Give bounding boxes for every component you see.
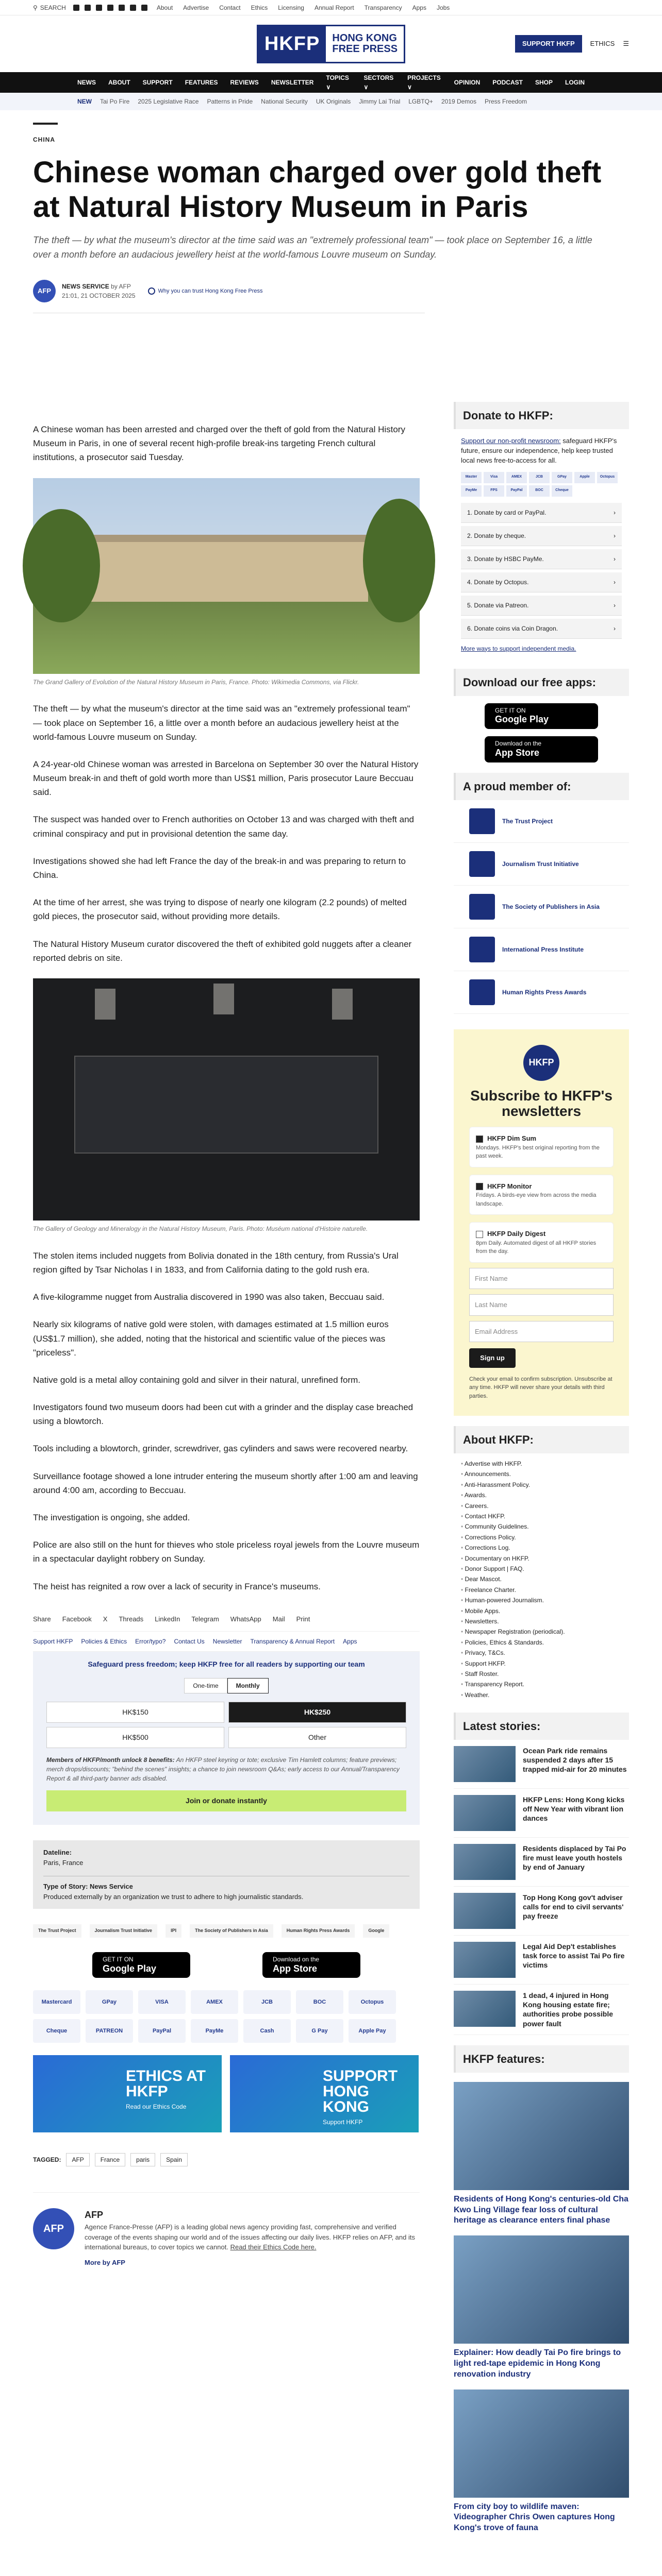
pay-logo: Master: [461, 472, 482, 483]
paragraph: Police are also still on the hunt for thieves who stole priceless royal jewels from the Louvre museum in a spectacular daylight robbery on Sunday.: [33, 1540, 420, 1564]
feature-story[interactable]: Residents of Hong Kong's centuries-old Cha Kwo Ling Village fear loss of cultural heritage as clearance enters final phase: [454, 2082, 629, 2226]
feature-image: [454, 2082, 629, 2190]
top-links: [157, 3, 450, 12]
share-label: Share: [33, 1615, 51, 1623]
badge[interactable]: Journalism Trust Initiative: [90, 1924, 158, 1938]
sidebar-pay-logos: [461, 472, 622, 497]
nav-item[interactable]: SUPPORT: [142, 79, 173, 86]
about-link[interactable]: • Documentary on HKFP.: [461, 1553, 622, 1564]
link-apps[interactable]: Apps: [343, 1638, 357, 1646]
sidebar: [454, 402, 629, 2534]
paragraph: The suspect was handed over to French authorities on October 13 and was charged with theft and criminal conspiracy and put in provisional detention the same day.: [33, 815, 414, 839]
author-box-name[interactable]: AFP: [85, 2210, 103, 2221]
more-ways-link[interactable]: More ways to support independent media.: [461, 645, 576, 652]
pay-logo: FPS: [484, 485, 504, 497]
youtube-icon[interactable]: [119, 5, 125, 11]
about-link[interactable]: • Advertise with HKFP.: [461, 1459, 622, 1469]
search-icon: ⚲: [33, 4, 38, 11]
share-print[interactable]: Print: [296, 1615, 310, 1623]
about-link[interactable]: • Support HKFP.: [461, 1658, 622, 1669]
badge[interactable]: Google: [363, 1924, 389, 1938]
paragraph: Tools including a blowtorch, grinder, screwdriver, gas cylinders and saws were recovered nearby.: [33, 1444, 408, 1454]
trending-bar: [0, 93, 662, 110]
feature-image: [454, 2235, 629, 2344]
paragraph: A Chinese woman has been arrested and charged over the theft of gold from the Natural History Museum in Paris, in one of several recent high-profile break-ins targeting French cultural institutions, a prosecutor said Tuesday.: [33, 425, 405, 463]
story-thumbnail: [454, 1746, 516, 1782]
apps-title: Download our free apps:: [454, 669, 629, 696]
about-links: [454, 1453, 629, 1705]
telegram-icon[interactable]: [141, 5, 147, 11]
promo-banners: [33, 2055, 420, 2132]
paragraph: Investigations showed she had left France the day of the break-in and was preparing to return to China.: [33, 856, 406, 880]
donate-method[interactable]: 3. Donate by HSBC PayMe. ›: [461, 549, 622, 569]
article-links: [33, 1632, 420, 1652]
top-link[interactable]: Contact: [219, 4, 241, 11]
top-link[interactable]: About: [156, 4, 173, 11]
pay-logo: PayPal: [506, 485, 527, 497]
member-org[interactable]: Journalism Trust Initiative: [454, 843, 629, 886]
latest-story[interactable]: Top Hong Kong gov't adviser calls for end to civil servants' pay freeze: [454, 1887, 629, 1936]
chevron-right-icon: ›: [614, 555, 616, 563]
x-icon[interactable]: [85, 5, 91, 11]
share-whatsapp[interactable]: WhatsApp: [230, 1615, 261, 1623]
chevron-right-icon: ›: [614, 624, 616, 632]
support-newsroom-link[interactable]: Support our non-profit newsroom:: [461, 437, 561, 445]
pay-logo: PayMe: [461, 485, 482, 497]
story-type-value: Produced externally by an organization we trust to adhere to high journalistic standards.: [43, 1892, 304, 1901]
about-link[interactable]: • Mobile Apps.: [461, 1606, 622, 1616]
article-body: [33, 422, 420, 2267]
about-link[interactable]: • Anti-Harassment Policy.: [461, 1480, 622, 1490]
feature-story[interactable]: Explainer: How deadly Tai Po fire brings to light red-tape epidemic in Hong Kong renovation industry: [454, 2235, 629, 2380]
join-button[interactable]: Join or donate instantly: [46, 1790, 406, 1811]
ceiling-light: [95, 989, 115, 1020]
pay-logo: BOC: [529, 485, 550, 497]
story-thumbnail: [454, 1844, 516, 1880]
one-time-tab[interactable]: One-time: [184, 1678, 227, 1693]
about-link[interactable]: • Donor Support | FAQ.: [461, 1564, 622, 1574]
author-avatar[interactable]: AFP: [33, 280, 56, 302]
link-support[interactable]: Support HKFP: [33, 1638, 73, 1646]
nav-item[interactable]: NEWS: [77, 79, 96, 86]
trending-item[interactable]: Patterns in Pride: [207, 98, 253, 105]
signup-note: Check your email to confirm subscription. Unsubscribe at any time. HKFP will never share your details with third parties.: [469, 1376, 613, 1399]
member-badges: [33, 1924, 420, 1938]
about-link[interactable]: • Corrections Log.: [461, 1543, 622, 1553]
museum-building: [79, 535, 368, 602]
paragraph: The heist has reignited a row over a lack of security in France's museums.: [33, 1581, 321, 1591]
nav-item[interactable]: ABOUT: [108, 79, 130, 86]
donate-method[interactable]: 4. Donate by Octopus. ›: [461, 572, 622, 592]
about-link[interactable]: • Transparency Report.: [461, 1679, 622, 1689]
member-benefits: Members of HKFP/month unlock 8 benefits: An HKFP steel keyring or tote; exclusive Tim Hamlett columns; feature previews; merch drops/discounts; "behind the scenes" insights; a chance to join newsroom Q&As; early access to our Annual/Transparency Report & all third-party banner ads disabled.: [46, 1756, 400, 1783]
nav-item[interactable]: PROJECTS ∨: [407, 74, 441, 91]
ethics-link[interactable]: ETHICS: [590, 40, 615, 47]
newsletter-option[interactable]: HKFP Daily Digest 8pm Daily. Automated digest of all HKFP stories from the day.: [469, 1222, 614, 1263]
newsletter-logo: HKFP: [523, 1045, 559, 1081]
search-button[interactable]: ⚲ SEARCH: [33, 4, 66, 11]
top-link[interactable]: Advertise: [183, 4, 209, 11]
latest-story[interactable]: Ocean Park ride remains suspended 2 days after 15 trapped mid-air for 20 minutes: [454, 1740, 629, 1789]
jti-logo: [469, 851, 495, 877]
tree: [363, 499, 435, 622]
about-link[interactable]: • Staff Roster.: [461, 1669, 622, 1679]
payment-methods: [33, 1990, 420, 2043]
chevron-right-icon: ›: [614, 532, 616, 539]
nav-item[interactable]: SECTORS ∨: [363, 74, 394, 91]
main-nav: [0, 72, 662, 93]
badge[interactable]: The Society of Publishers in Asia: [190, 1924, 273, 1938]
sopa-logo: [469, 894, 495, 920]
payment-paypal[interactable]: PayPal: [138, 2019, 186, 2043]
link-transparency[interactable]: Transparency & Annual Report: [250, 1638, 335, 1646]
nav-item[interactable]: TOPICS ∨: [326, 74, 349, 91]
paragraph: Nearly six kilograms of native gold were stolen, with damages estimated at 1.5 million euros (US$1.7 million), she added, noting that the historical and scientific value of the pieces was "priceless".: [33, 1319, 389, 1358]
nav-item[interactable]: OPINION: [454, 79, 481, 86]
sidebar-app-store-button[interactable]: Download on the App Store: [485, 736, 598, 762]
amount-option-selected[interactable]: HK$250: [228, 1702, 406, 1723]
pay-logo: Octopus: [597, 472, 618, 483]
share-mail[interactable]: Mail: [272, 1615, 285, 1623]
share-facebook[interactable]: Facebook: [62, 1615, 92, 1623]
ceiling-light: [213, 984, 234, 1014]
payment-cheque[interactable]: Cheque: [33, 2019, 80, 2043]
top-link[interactable]: Licensing: [278, 4, 304, 11]
top-link[interactable]: Transparency: [364, 4, 402, 11]
payment-octopus[interactable]: Octopus: [349, 1990, 396, 2014]
app-store-button[interactable]: Download on the App Store: [262, 1952, 360, 1978]
share-linkedin[interactable]: LinkedIn: [155, 1615, 180, 1623]
top-link[interactable]: Apps: [412, 4, 426, 11]
latest-list: [454, 1740, 629, 2035]
top-link[interactable]: Annual Report: [314, 4, 354, 11]
paragraph: Surveillance footage showed a lone intruder entering the museum shortly after 1:00 am and leaving around 4:00 am, according to Beccuau.: [33, 1471, 418, 1495]
payment-gpay[interactable]: GPay: [86, 1990, 133, 2014]
story-thumbnail: [454, 1942, 516, 1978]
amount-option[interactable]: HK$500: [46, 1727, 224, 1748]
trending-item[interactable]: LGBTQ+: [408, 98, 433, 105]
about-link[interactable]: • Awards.: [461, 1490, 622, 1500]
author-bio: Agence France-Presse (AFP) is a leading global news agency providing fast, comprehensive and verified coverage of the events shaping our world and of the issues affecting our daily lives. HKFP relies on AFP, and its international bureaus, to cover topics we cannot. Read their Ethics Code here.: [85, 2223, 415, 2251]
member-title: A proud member of:: [454, 773, 629, 800]
trust-icon: [148, 287, 155, 295]
support-banner[interactable]: SUPPORT HONG KONG Support HKFP: [230, 2055, 419, 2132]
photo-caption: The Gallery of Geology and Mineralogy in the Natural History Museum, Paris. Photo: Muséum national d'Histoire naturelle.: [33, 1225, 368, 1232]
trending-item[interactable]: UK Originals: [316, 98, 351, 105]
newsletter-option[interactable]: HKFP Dim Sum Mondays. HKFP's best original reporting from the past week.: [469, 1127, 614, 1167]
donate-box: [33, 1652, 420, 1825]
member-org[interactable]: International Press Institute: [454, 928, 629, 971]
header-actions: [515, 35, 629, 53]
ethics-banner[interactable]: ETHICS AT HKFP Read our Ethics Code: [33, 2055, 222, 2132]
tag[interactable]: paris: [130, 2153, 155, 2166]
latest-story[interactable]: Legal Aid Dep't establishes task force to assist Tai Po fire victims: [454, 1936, 629, 1985]
checkbox-unchecked[interactable]: [476, 1231, 483, 1238]
latest-story[interactable]: Residents displaced by Tai Po fire must leave youth hostels by end of January: [454, 1838, 629, 1887]
dateline-box: [33, 1840, 420, 1909]
author-name[interactable]: by AFP: [111, 283, 131, 291]
email-input[interactable]: Email Address: [469, 1321, 614, 1343]
tag-list: [33, 2153, 420, 2166]
article-header: [0, 123, 662, 313]
about-link[interactable]: • Corrections Policy.: [461, 1532, 622, 1543]
payment-patreon[interactable]: PATREON: [86, 2019, 133, 2043]
gallery-photo: [33, 978, 420, 1221]
social-links: [73, 5, 147, 11]
pay-logo: Cheque: [552, 485, 572, 497]
member-org[interactable]: The Society of Publishers in Asia: [454, 886, 629, 928]
pay-logo: AMEX: [506, 472, 527, 483]
monthly-tab[interactable]: Monthly: [227, 1678, 269, 1693]
amount-option-other[interactable]: Other: [228, 1727, 406, 1748]
donate-method[interactable]: 2. Donate by cheque. ›: [461, 526, 622, 546]
top-link[interactable]: Ethics: [251, 4, 268, 11]
threads-icon[interactable]: [107, 5, 113, 11]
nav-item[interactable]: FEATURES: [185, 79, 218, 86]
chevron-right-icon: ›: [614, 601, 616, 609]
payment-payme[interactable]: PayMe: [191, 2019, 238, 2043]
display-case: [74, 1056, 378, 1154]
category-label[interactable]: CHINA: [33, 123, 58, 144]
frequency-toggle: [46, 1678, 406, 1693]
donate-sidebar: Support our non-profit newsroom: safeguard HKFP's future, ensure our independence, help keep trusted local news free-to-access for all. Master Visa AMEX JCB GPay Apple Octopus PayMe FPS PayPal BOC Cheque 1. Donate by card or PayPal. › 2. Donate by cheque. › 3. Donate by HSBC PayMe. › 4. Donate by Octopus. › 5. Donate via Patreon. › 6. Donate coins via Coin Dragon. › More ways to support independent media.: [454, 429, 629, 653]
member-org[interactable]: The Trust Project: [454, 800, 629, 843]
trust-link[interactable]: Why you can trust Hong Kong Free Press: [148, 287, 263, 296]
donate-heading: Safeguard press freedom; keep HKFP free for all readers by supporting our team: [88, 1660, 365, 1669]
link-newsletter[interactable]: Newsletter: [212, 1638, 242, 1646]
about-link[interactable]: • Dear Mascot.: [461, 1574, 622, 1584]
top-utility-bar: [0, 0, 662, 15]
trending-item[interactable]: Press Freedom: [484, 98, 527, 105]
share-telegram[interactable]: Telegram: [191, 1615, 219, 1623]
ethics-code-link[interactable]: Read their Ethics Code here.: [230, 2243, 317, 2251]
checkbox-checked[interactable]: [476, 1183, 483, 1190]
link-contact[interactable]: Contact Us: [174, 1638, 205, 1646]
amount-options: [46, 1702, 406, 1748]
latest-title: Latest stories:: [454, 1713, 629, 1740]
story-thumbnail: [454, 1795, 516, 1831]
payment-jcb[interactable]: JCB: [243, 1990, 291, 2014]
trending-item[interactable]: Jimmy Lai Trial: [359, 98, 401, 105]
linkedin-icon[interactable]: [130, 5, 136, 11]
ipi-logo: [469, 937, 495, 962]
nav-item[interactable]: SHOP: [535, 79, 553, 86]
donate-sidebar-title: Donate to HKFP:: [454, 402, 629, 429]
pay-logo: GPay: [552, 472, 572, 483]
payment-amex[interactable]: AMEX: [191, 1990, 238, 2014]
features-title: HKFP features:: [454, 2045, 629, 2073]
byline: [33, 280, 425, 313]
dateline-label: Dateline:: [43, 1849, 72, 1857]
tree: [23, 509, 100, 622]
newsletter-option[interactable]: HKFP Monitor Fridays. A birds-eye view from across the media landscape.: [469, 1175, 614, 1215]
payment-applepay[interactable]: Apple Pay: [349, 2019, 396, 2043]
paragraph: The investigation is ongoing, she added.: [33, 1513, 190, 1523]
more-by-author-link[interactable]: More by AFP: [85, 2258, 125, 2266]
share-bar: [33, 1607, 420, 1632]
badge[interactable]: The Trust Project: [33, 1924, 81, 1938]
nav-item[interactable]: REVIEWS: [230, 79, 259, 86]
menu-icon[interactable]: ☰: [623, 40, 629, 47]
paragraph: The theft — by what the museum's director at the time said was an "extremely professional team" — took place on September 16, a little over a month before an audacious jewellery heist at the world-famous Louvre museum on Sunday.: [33, 704, 410, 742]
author-box-avatar[interactable]: AFP: [33, 2208, 74, 2249]
ceiling-light: [332, 989, 353, 1020]
pay-logo: JCB: [529, 472, 550, 483]
donate-method[interactable]: 5. Donate via Patreon. ›: [461, 596, 622, 616]
about-link[interactable]: • Newspaper Registration (periodical).: [461, 1626, 622, 1637]
newsletter-signup: [454, 1029, 629, 1416]
paragraph: The Natural History Museum curator discovered the theft of exhibited gold nuggets after a cleaner reported debris on site.: [33, 939, 412, 963]
paragraph: Native gold is a metal alloy containing gold and silver in their natural, unrefined form.: [33, 1375, 361, 1385]
about-link[interactable]: • Community Guidelines.: [461, 1521, 622, 1532]
publish-date: 21:01, 21 OCTOBER 2025: [62, 292, 136, 300]
payment-boc[interactable]: BOC: [296, 1990, 343, 2014]
badge[interactable]: Human Rights Press Awards: [282, 1924, 355, 1938]
link-policies[interactable]: Policies & Ethics: [81, 1638, 127, 1646]
nav-item[interactable]: LOGIN: [565, 79, 585, 86]
member-org[interactable]: Human Rights Press Awards: [454, 971, 629, 1014]
donate-method[interactable]: 1. Donate by card or PayPal. ›: [461, 503, 622, 523]
about-link[interactable]: • Careers.: [461, 1501, 622, 1511]
story-type-label: Type of Story: News Service: [43, 1883, 133, 1891]
article-dek: The theft — by what the museum's director at the time said was an "extremely professional team" — took place on September 16, a little over a month before an audacious jewellery heist at the world-famous Louvre museum on Sunday.: [33, 235, 592, 260]
last-name-input[interactable]: Last Name: [469, 1294, 614, 1316]
about-link[interactable]: • Privacy, T&Cs.: [461, 1648, 622, 1658]
tags-label: TAGGED:: [33, 2156, 61, 2164]
badge[interactable]: IPI: [166, 1924, 181, 1938]
app-buttons: [33, 1952, 420, 1978]
new-label: NEW: [77, 98, 92, 105]
about-link[interactable]: • Policies, Ethics & Standards.: [461, 1637, 622, 1648]
facebook-icon[interactable]: [73, 5, 79, 11]
feature-story[interactable]: From city boy to wildlife maven: Videographer Chris Owen captures Hong Kong's trove of fauna: [454, 2389, 629, 2534]
paragraph: The stolen items included nuggets from Bolivia donated in the 18th century, from Russia's Ural region gifted by Tsar Nicholas I in 1833, and from California dating to the gold rush era.: [33, 1250, 399, 1275]
trending-item[interactable]: Tai Po Fire: [100, 98, 130, 105]
checkbox-checked[interactable]: [476, 1136, 483, 1143]
trust-project-logo: [469, 808, 495, 834]
about-link[interactable]: • Human-powered Journalism.: [461, 1595, 622, 1605]
about-link[interactable]: • Announcements.: [461, 1469, 622, 1479]
paragraph: At the time of her arrest, she was trying to dispose of nearly one kilogram (2.2 pounds) of melted gold pieces, the prosecutor said, without providing more details.: [33, 897, 407, 922]
service-label: NEWS SERVICE: [62, 283, 109, 291]
nav-item[interactable]: NEWSLETTER: [271, 79, 314, 86]
payment-mastercard[interactable]: Mastercard: [33, 1990, 80, 2014]
payment-gpay-2[interactable]: G Pay: [296, 2019, 343, 2043]
link-typo[interactable]: Error/typo?: [135, 1638, 166, 1646]
tag[interactable]: Spain: [160, 2153, 188, 2166]
chevron-right-icon: ›: [614, 509, 616, 516]
google-play-button[interactable]: GET IT ON Google Play: [92, 1952, 190, 1978]
feature-image: [454, 2389, 629, 2498]
paragraph: A 24-year-old Chinese woman was arrested in Barcelona on September 30 over the Natural History Museum break-in and theft of gold worth more than US$1 million, Paris prosecutor Laure Beccuau said.: [33, 759, 419, 798]
latest-story[interactable]: HKFP Lens: Hong Kong kicks off New Year with vibrant lion dances: [454, 1789, 629, 1838]
site-logo[interactable]: HKFP HONG KONG FREE PRESS: [257, 25, 405, 63]
about-link[interactable]: • Freelance Charter.: [461, 1585, 622, 1595]
site-header: [0, 15, 662, 72]
top-link[interactable]: Jobs: [436, 4, 450, 11]
about-link[interactable]: • Contact HKFP.: [461, 1511, 622, 1521]
author-box: [33, 2192, 420, 2267]
payment-visa[interactable]: VISA: [138, 1990, 186, 2014]
museum-photo: [33, 478, 420, 674]
donate-method[interactable]: 6. Donate coins via Coin Dragon. ›: [461, 619, 622, 639]
payment-cash[interactable]: Cash: [243, 2019, 291, 2043]
paragraph: Investigators found two museum doors had been cut with a grinder and the display case breached using a blowtorch.: [33, 1402, 413, 1427]
tag[interactable]: AFP: [66, 2153, 89, 2166]
sidebar-google-play-button[interactable]: GET IT ON Google Play: [485, 703, 598, 729]
hrpa-logo: [469, 979, 495, 1005]
share-threads[interactable]: Threads: [119, 1615, 144, 1623]
nav-item[interactable]: PODCAST: [492, 79, 523, 86]
share-x[interactable]: X: [103, 1615, 108, 1623]
pay-logo: Apple: [574, 472, 595, 483]
tag[interactable]: France: [95, 2153, 125, 2166]
story-thumbnail: [454, 1991, 516, 2027]
support-hkfp-button[interactable]: SUPPORT HKFP: [515, 35, 582, 53]
about-link[interactable]: • Newsletters.: [461, 1616, 622, 1626]
photo-caption: The Grand Gallery of Evolution of the Natural History Museum in Paris, France. Photo: Wikimedia Commons, via Flickr.: [33, 678, 359, 686]
amount-option[interactable]: HK$150: [46, 1702, 224, 1723]
trending-item[interactable]: National Security: [261, 98, 308, 105]
story-thumbnail: [454, 1893, 516, 1929]
chevron-right-icon: ›: [614, 578, 616, 586]
paragraph: A five-kilogramme nugget from Australia discovered in 1990 was also taken, Beccuau said.: [33, 1292, 385, 1302]
about-link[interactable]: • Weather.: [461, 1690, 622, 1700]
trending-item[interactable]: 2019 Demos: [441, 98, 476, 105]
dateline-value: Paris, France: [43, 1858, 84, 1867]
signup-button[interactable]: Sign up: [469, 1348, 516, 1368]
latest-story[interactable]: 1 dead, 4 injured in Hong Kong housing estate fire; authorities probe possible power fault: [454, 1985, 629, 2035]
pay-logo: Visa: [484, 472, 504, 483]
newsletter-title: Subscribe to HKFP's newsletters: [470, 1087, 613, 1120]
first-name-input[interactable]: First Name: [469, 1268, 614, 1290]
about-title: About HKFP:: [454, 1426, 629, 1453]
article-title: Chinese woman charged over gold theft at Natural History Museum in Paris: [33, 156, 602, 224]
trending-item[interactable]: 2025 Legislative Race: [138, 98, 199, 105]
instagram-icon[interactable]: [96, 5, 102, 11]
